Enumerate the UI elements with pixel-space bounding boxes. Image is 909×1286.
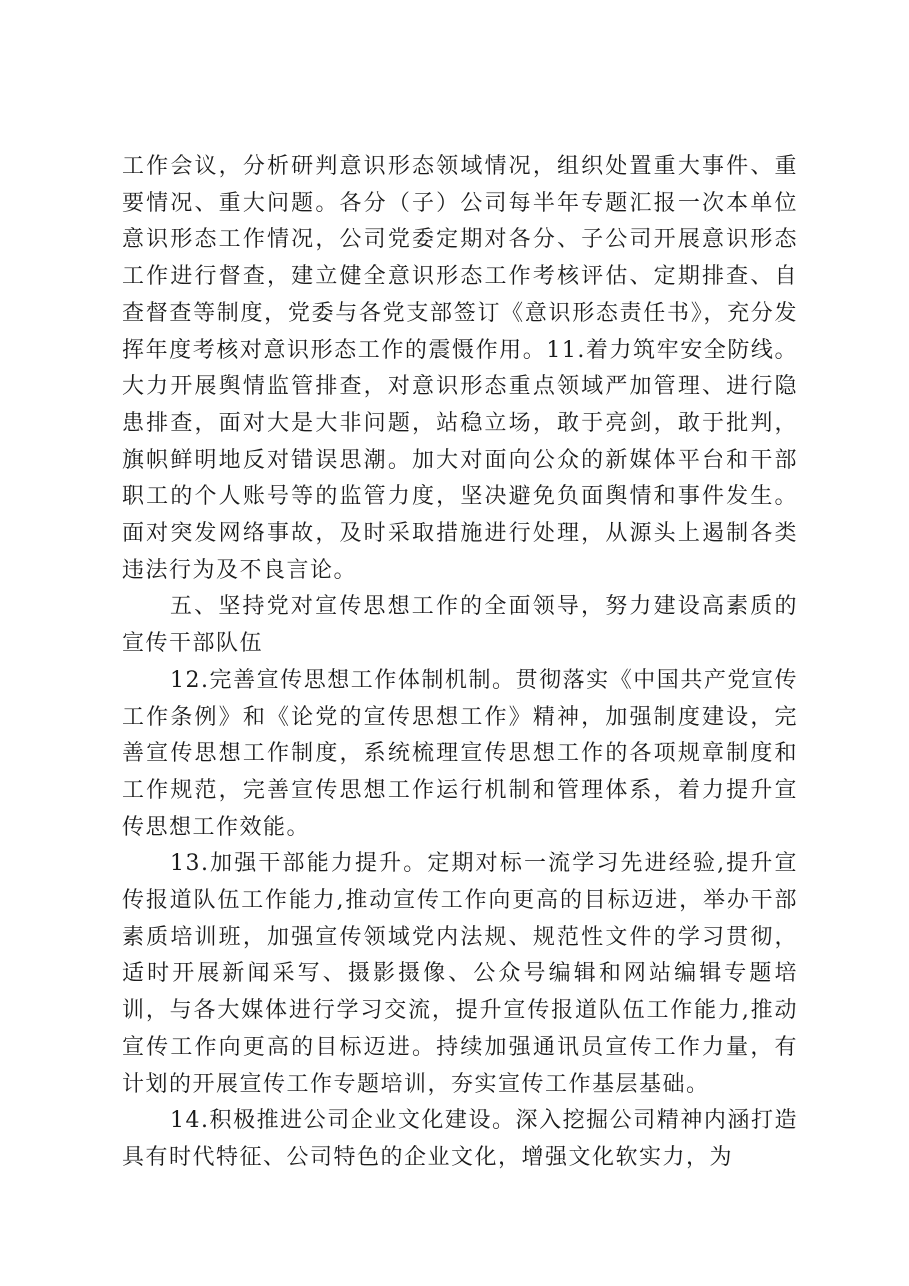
paragraph-item-12: 12.完善宣传思想工作体制机制。贯彻落实《中国共产党宣传工作条例》和《论党的宣传思想工作》精神，加强制度建设，完善宣传思想工作制度，系统梳理宣传思想工作的各项规章制度和工作规范，完善宣传思想工作运行机制和管理体系，着力提升宣传思想工作效能。 [122, 667, 798, 840]
paragraph-item-14: 14.积极推进公司企业文化建设。深入挖掘公司精神内涵打造具有时代特征、公司特色的企业文化，增强文化软实力，为 [122, 1108, 798, 1170]
paragraph-item-13: 13.加强干部能力提升。定期对标一流学习先进经验,提升宣传报道队伍工作能力,推动宣传工作向更高的目标迈进，举办干部素质培训班，加强宣传领域党内法规、规范性文件的学习贯彻，适时开展新闻采写、摄影摄像、公众号编辑和网站编辑专题培训，与各大媒体进行学习交流，提升宣传报道队伍工作能力,推动宣传工作向更高的目标迈进。持续加强通讯员宣传工作力量，有计划的开展宣传工作专题培训，夯实宣传工作基层基础。 [122, 851, 798, 1097]
document-body [122, 149, 798, 1177]
paragraph-continuation: 工作会议，分析研判意识形态领域情况，组织处置重大事件、重要情况、重大问题。各分（子）公司每半年专题汇报一次本单位意识形态工作情况，公司党委定期对各分、子公司开展意识形态工作进行督查，建立健全意识形态工作考核评估、定期排查、自查督查等制度，党委与各党支部签订《意识形态责任书》，充分发挥年度考核对意识形态工作的震慑作用。11.着力筑牢安全防线。大力开展舆情监管排查，对意识形态重点领域严加管理、进行隐患排查，面对大是大非问题，站稳立场，敢于亮剑，敢于批判，旗帜鲜明地反对错误思潮。加大对面向公众的新媒体平台和干部职工的个人账号等的监管力度，坚决避免负面舆情和事件发生。面对突发网络事故，及时采取措施进行处理，从源头上遏制各类违法行为及不良言论。 [122, 154, 798, 583]
section-heading-five: 五、坚持党对宣传思想工作的全面领导，努力建设高素质的宣传干部队伍 [122, 594, 798, 657]
